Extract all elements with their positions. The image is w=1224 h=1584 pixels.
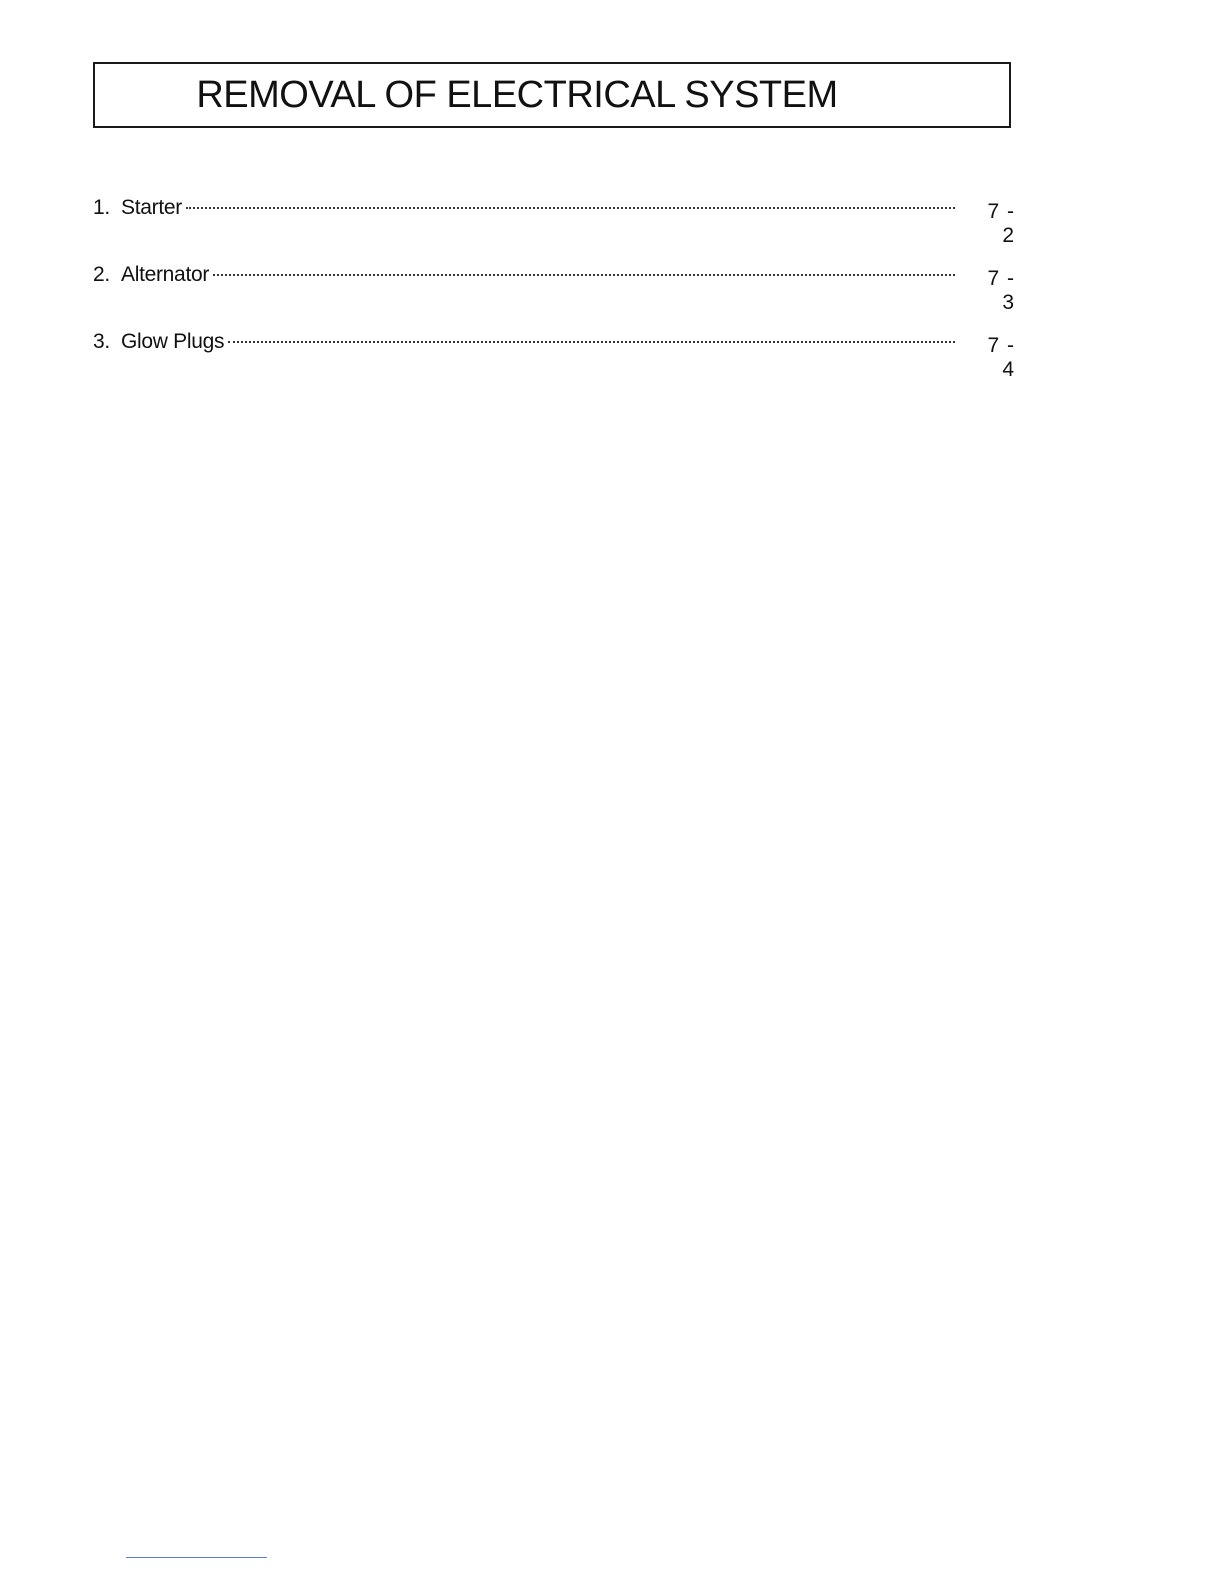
toc-entry-alternator[interactable] xyxy=(93,263,1015,330)
title-box xyxy=(93,62,1011,128)
footer-divider xyxy=(126,1557,267,1558)
toc-entry-number: 3. xyxy=(93,330,110,353)
dot-leader xyxy=(186,207,955,209)
toc-entry-label: Glow Plugs xyxy=(121,330,225,353)
dot-leader xyxy=(228,341,955,343)
toc-entry-label: Alternator xyxy=(121,263,210,286)
table-of-contents xyxy=(93,196,1015,397)
toc-entry-label: Starter xyxy=(121,196,182,219)
toc-entry-number: 2. xyxy=(93,263,110,286)
page-title: REMOVAL OF ELECTRICAL SYSTEM xyxy=(196,73,838,116)
toc-entry-glow-plugs[interactable] xyxy=(93,330,1015,397)
dot-leader xyxy=(213,274,955,276)
toc-entry-number: 1. xyxy=(93,196,110,219)
toc-entry-page: 7 - 4 xyxy=(987,334,1015,381)
toc-entry-page: 7 - 2 xyxy=(987,200,1015,247)
toc-entry-starter[interactable] xyxy=(93,196,1015,263)
toc-entry-page: 7 - 3 xyxy=(987,267,1015,314)
